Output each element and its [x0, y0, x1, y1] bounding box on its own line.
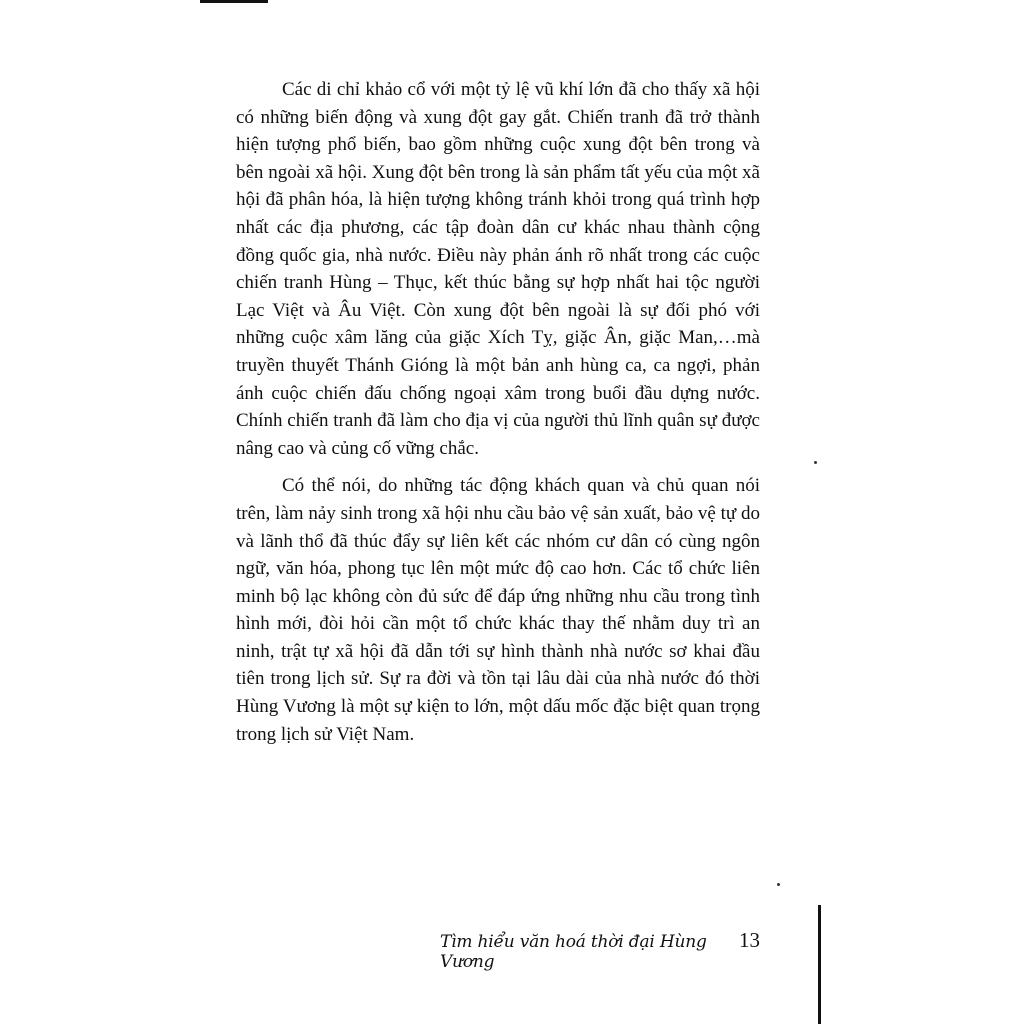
- scan-speck: [777, 883, 780, 886]
- page-footer: [440, 928, 760, 972]
- paragraph-1: Các di chỉ khảo cổ với một tỷ lệ vũ khí lớn đã cho thấy xã hội có những biến động và xung đột gay gắt. Chiến tranh đã trở thành hiện tượng phổ biến, bao gồm những cuộc xung đột bên trong và bên ngoài xã hội. Xung đột bên trong là sản phẩm tất yếu của một xã hội đã phân hóa, là hiện tượng không tránh khỏi trong quá trình hợp nhất các địa phương, các tập đoàn dân cư khác nhau thành cộng đồng quốc gia, nhà nước. Điều này phản ánh rõ nhất trong các cuộc chiến tranh Hùng – Thục, kết thúc bằng sự hợp nhất hai tộc người Lạc Việt và Âu Việt. Còn xung đột bên ngoài là sự đối phó với những cuộc xâm lăng của giặc Xích Tỵ, giặc Ân, giặc Man,…mà truyền thuyết Thánh Gióng là một bản anh hùng ca, ca ngợi, phản ánh cuộc chiến đấu chống ngoại xâm trong buổi đầu dựng nước. Chính chiến tranh đã làm cho địa vị của người thủ lĩnh quân sự được nâng cao và củng cố vững chắc.: [236, 79, 760, 459]
- page-number: 13: [739, 928, 760, 952]
- paragraph-2: Có thể nói, do những tác động khách quan và chủ quan nói trên, làm nảy sinh trong xã hội nhu cầu bảo vệ sản xuất, bảo vệ tự do và lãnh thổ đã thúc đẩy sự liên kết các nhóm cư dân có cùng ngôn ngữ, văn hóa, phong tục lên một mức độ cao hơn. Các tổ chức liên minh bộ lạc không còn đủ sức để đáp ứng những nhu cầu trong tình hình mới, đòi hỏi cần một tổ chức khác thay thế nhằm duy trì an ninh, trật tự xã hội đã dẫn tới sự hình thành nhà nước sơ khai đầu tiên trong lịch sử. Sự ra đời và tồn tại lâu dài của nhà nước đó thời Hùng Vương là một sự kiện to lớn, một dấu mốc đặc biệt quan trọng trong lịch sử Việt Nam.: [236, 475, 760, 745]
- running-title: Tìm hiểu văn hoá thời đại Hùng Vương: [440, 932, 707, 972]
- page-body: [236, 76, 760, 748]
- page-edge-line: [818, 905, 821, 1024]
- scan-speck: [814, 461, 817, 464]
- page-edge-mark: [200, 0, 268, 3]
